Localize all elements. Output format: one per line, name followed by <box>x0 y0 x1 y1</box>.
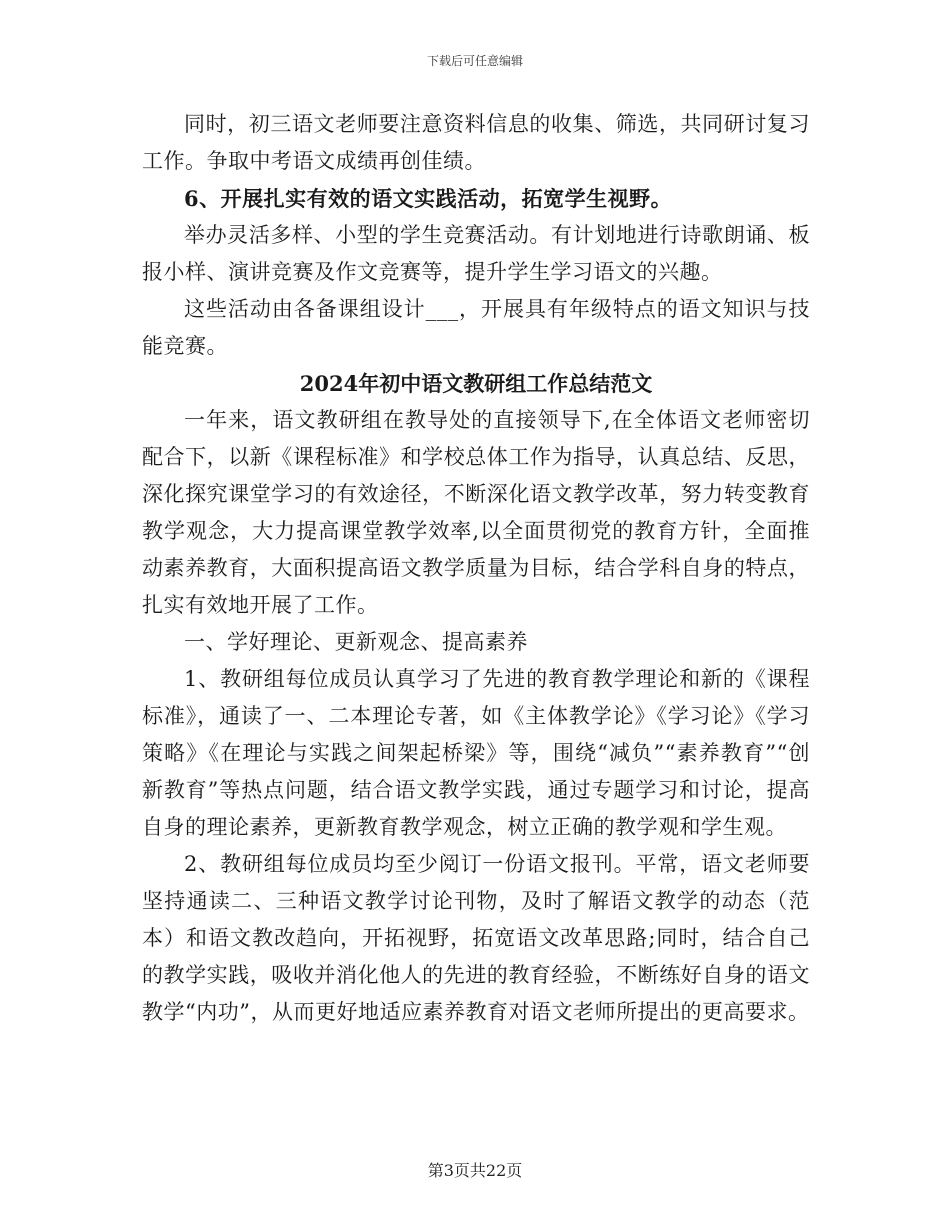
paragraph-intro: 一年来，语文教研组在教导处的直接领导下,在全体语文老师密切配合下，以新《课程标准》和学校总体工作为指导，认真总结、反思，深化探究课堂学习的有效途径，不断深化语文教学改革，努力转变教育教学观念，大力提高课堂教学效率,以全面贯彻党的教育方针，全面推动素养教育，大面积提高语文教学质量为目标，结合学科自身的特点，扎实有效地开展了工作。 <box>142 408 810 617</box>
document-body <box>142 106 810 1031</box>
section-heading-practice-activities: 6、开展扎实有效的语文实践活动，拓宽学生视野。 <box>184 186 673 211</box>
paragraph-activity-design: 这些活动由各备课组设计___，开展具有年级特点的语文知识与技能竞赛。 <box>142 297 810 358</box>
paragraph-theory-study: 1、教研组每位成员认真学习了先进的教育教学理论和新的《课程标准》，通读了一、二本理论专著，如《主体教学论》《学习论》《学习策略》《在理论与实践之间架起桥梁》等，围绕“减负”“素养教育”“创新教育”等热点问题，结合语文教学实践，通过专题学习和讨论，提高自身的理论素养，更新教育教学观念，树立正确的教学观和学生观。 <box>142 667 810 839</box>
section-heading-theory: 一、学好理论、更新观念、提高素养 <box>184 630 528 654</box>
page-header: 下载后可任意编辑 <box>426 54 523 68</box>
paragraph-journal-reading: 2、教研组每位成员均至少阅订一份语文报刊。平常，语文老师要坚持通读二、三种语文教学讨论刊物，及时了解语文教学的动态（范本）和语文教改趋向，开拓视野，拓宽语文改革思路;同时，结合自己的教学实践，吸收并消化他人的先进的教育经验，不断练好自身的语文教学“内功”，从而更好地适应素养教育对语文老师所提出的更高要求。 <box>142 852 810 1024</box>
document-title: 2024年初中语文教研组工作总结范文 <box>299 371 653 396</box>
paragraph-competitions: 举办灵活多样、小型的学生竞赛活动。有计划地进行诗歌朗诵、板报小样、演讲竞赛及作文竞赛等，提升学生学习语文的兴趣。 <box>142 223 810 284</box>
paragraph-review-work: 同时，初三语文老师要注意资料信息的收集、筛选，共同研讨复习工作。争取中考语文成绩再创佳绩。 <box>142 112 810 173</box>
page-footer: 第3页共22页 <box>427 1161 523 1180</box>
